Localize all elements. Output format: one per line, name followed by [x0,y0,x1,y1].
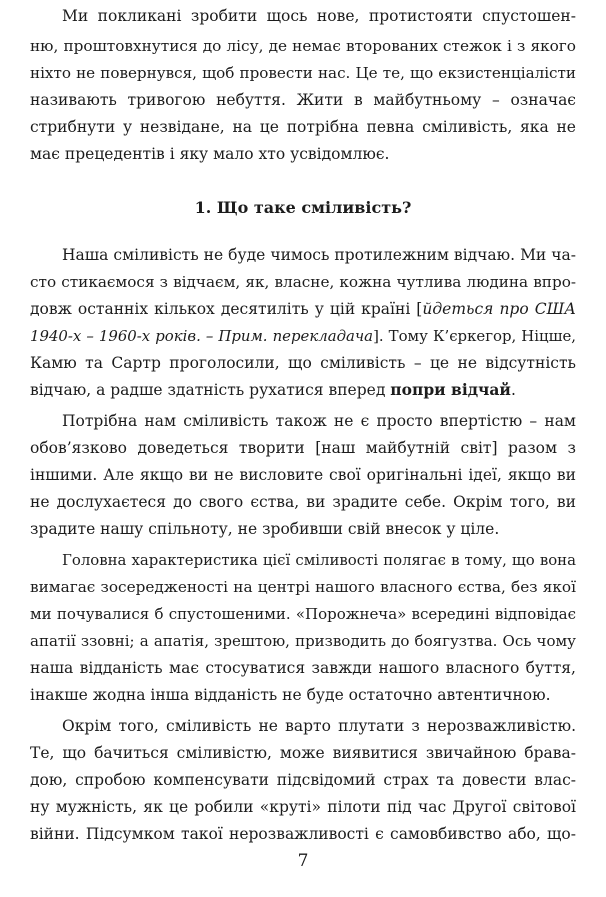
text-line: зрадите нашу спільноту, не зробивши свій внесок у ціле. [30,520,500,538]
text-line: ню, проштовхнутися до лісу, де немає второваних стежок і з якого [30,37,576,55]
text-line: ну мужність, як це робили «круті» пілоти під час Другої світової [30,798,576,816]
text-line [30,299,576,319]
text-line: Ми покликані зробити щось нове, протистояти спустошен- [62,7,576,25]
text-span: відчаю, а радше здатність рухатися вперед [30,381,391,399]
text-line: Наша сміливість не буде чимось протилежним відчаю. Ми ча- [62,246,576,264]
text-line: Потрібна нам сміливість також не є просто впертістю – нам [62,412,576,430]
text-line [30,380,576,400]
text-line: інакше жодна інша відданість не буде остаточно автентичною. [30,686,551,704]
page-number: 7 [297,851,309,871]
text-span: ]. Тому К’єркегор, Ніцше, [373,327,576,345]
text-line: Камю та Сартр проголосили, що сміливість – це не відсутність [30,354,576,372]
text-line: сто стикаємося з відчаєм, як, власне, кожна чутлива людина впро- [30,273,576,291]
text-line: ми почувалися б спустошеними. «Порожнеча» всередині відповідає [30,605,576,623]
text-span: . [510,381,516,399]
text-line: іншими. Але якщо ви не висловите свої оригінальні ідеї, якщо ви [30,466,576,484]
translator-note-italic: 1940-х – 1960-х років. – Прим. перекладача [30,327,374,345]
text-line: Окрім того, сміливість не варто плутати з нерозважливістю. [62,717,576,735]
text-span: довж останніх кількох десятиліть у цій країні [ [30,300,423,318]
bold-emphasis: попри відчай [390,380,511,399]
text-line: називають тривогою небуття. Жити в майбутньому – означає [30,91,576,109]
text-line: обов’язково доведеться творити [наш майбутній світ] разом з [30,439,576,457]
text-line: Головна характеристика цієї сміливості полягає в тому, що вона [62,551,576,569]
section-heading: 1. Що таке сміливість? [194,198,412,217]
translator-note-italic: йдеться про США [422,300,576,318]
text-line [30,326,576,346]
text-line: наша відданість має стосуватися завжди нашого власного буття, [30,659,576,677]
text-line: війни. Підсумком такої нерозважливості є самовбивство або, що- [30,825,576,843]
text-line: стрибнути у незвідане, на це потрібна певна сміливість, яка не [30,118,576,136]
text-line: ніхто не повернувся, щоб провести нас. Це те, що екзистенціалісти [30,64,576,82]
text-line: Те, що бачиться сміливістю, може виявитися звичайною бравa- [30,744,576,762]
text-line: має прецедентів і яку мало хто усвідомлює. [30,145,390,163]
text-line: не дослухаєтеся до свого єства, ви зрадите себе. Окрім того, ви [30,493,576,511]
text-line: апатії ззовні; а апатія, зрештою, призводить до боягузтва. Ось чому [30,632,576,650]
text-line: вимагає зосередженості на центрі нашого власного єства, без якої [30,578,576,596]
text-line: дою, спробою компенсувати підсвідомий страх та довести влас- [30,771,576,789]
